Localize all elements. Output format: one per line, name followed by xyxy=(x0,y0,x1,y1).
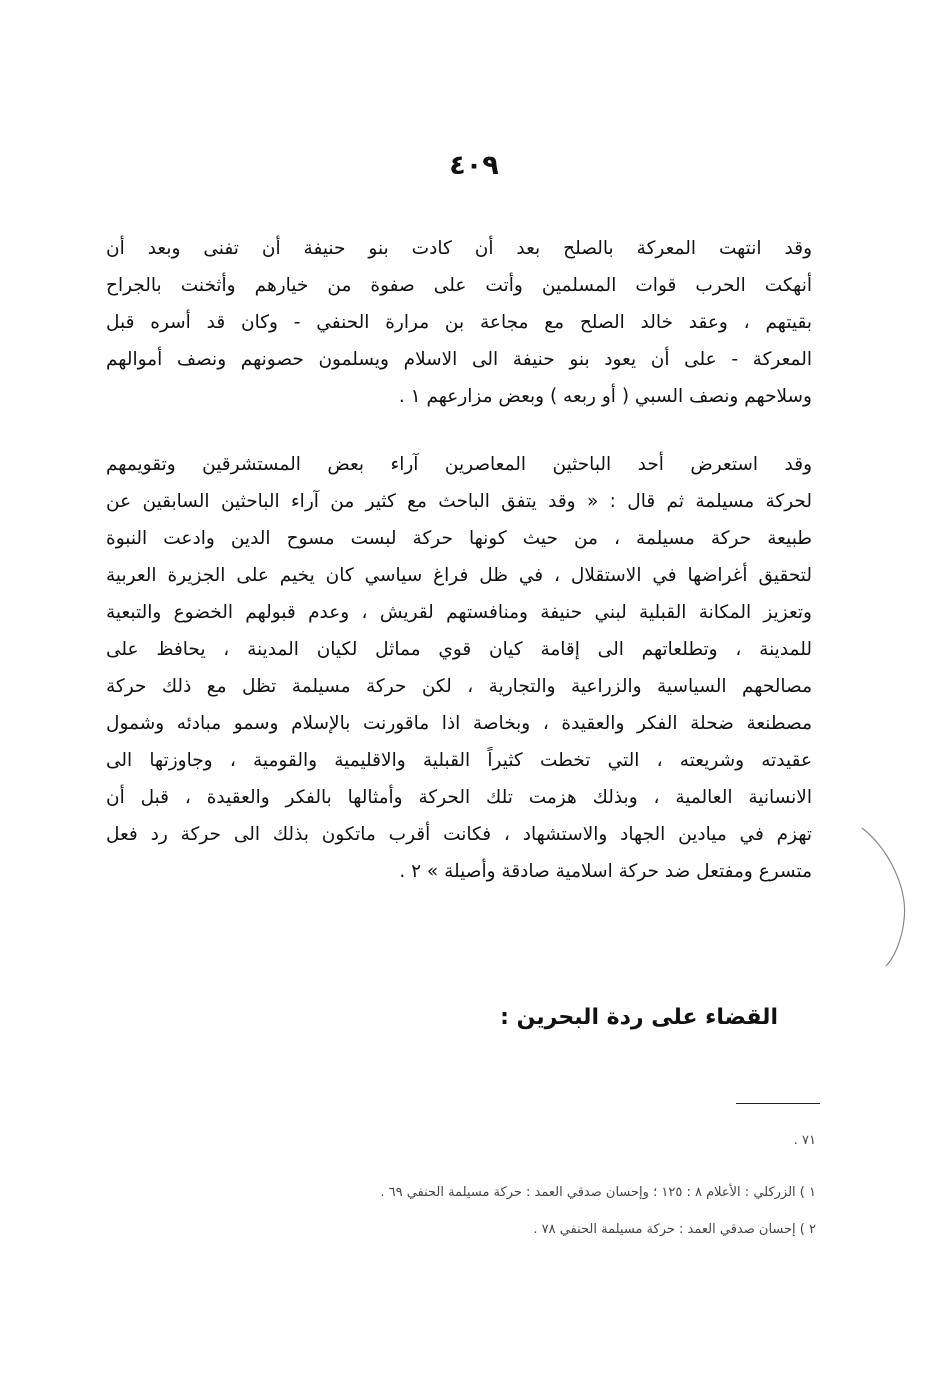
paragraph-1 xyxy=(106,230,812,415)
paragraph-2 xyxy=(106,446,812,890)
footnote-continuation: ٧١ . xyxy=(793,1133,816,1148)
paragraph-2-line: مصالحهم السياسية والزراعية والتجارية ، لكن حركة مسيلمة تظل مع ذلك حركة xyxy=(106,676,812,697)
margin-pencil-mark xyxy=(860,820,920,970)
paragraph-2-line: متسرع ومفتعل ضد حركة اسلامية صادقة وأصيلة » ٢ . xyxy=(399,861,812,882)
paragraph-2-line: وقد استعرض أحد الباحثين المعاصرين آراء بعض المستشرقين وتقويمهم xyxy=(106,454,812,475)
footnote-divider xyxy=(736,1103,820,1104)
paragraph-1-line: أنهكت الحرب قوات المسلمين وأتت على صفوة من خيارهم وأثخنت بالجراح xyxy=(106,275,812,296)
paragraph-1-line: بقيتهم ، وعقد خالد الصلح مع مجاعة بن مرارة الحنفي - وكان قد أسره قبل xyxy=(106,312,812,333)
paragraph-2-line: لحركة مسيلمة ثم قال : « وقد يتفق الباحث مع كثير من آراء الباحثين السابقين عن xyxy=(106,491,812,512)
paragraph-2-line: تهزم في ميادين الجهاد والاستشهاد ، فكانت أقرب ماتكون بذلك الى حركة رد فعل xyxy=(106,824,812,845)
paragraph-1-line: وسلاحهم ونصف السبي ( أو ربعه ) وبعض مزارعهم ١ . xyxy=(398,386,812,407)
footnote-2: ٢ ) إحسان صدقي العمد : حركة مسيلمة الحنفي ٧٨ . xyxy=(533,1222,816,1237)
paragraph-1-line: المعركة - على أن يعود بنو حنيفة الى الاسلام ويسلمون حصونهم ونصف أموالهم xyxy=(106,349,812,370)
footnote-1: ١ ) الزركلي : الأعلام ٨ : ١٢٥ ؛ وإحسان صدقي العمد : حركة مسيلمة الحنفي ٦٩ . xyxy=(380,1185,816,1200)
paragraph-2-line: طبيعة حركة مسيلمة ، من حيث كونها حركة لبست مسوح الدين وادعت النبوة xyxy=(106,528,812,549)
paragraph-2-line: الانسانية العالمية ، وبذلك هزمت تلك الحركة وأمثالها بالفكر والعقيدة ، قبل أن xyxy=(106,787,812,808)
paragraph-2-line: مصطنعة ضحلة الفكر والعقيدة ، وبخاصة اذا ماقورنت بالإسلام وسمو مبادئه وشمول xyxy=(106,713,812,734)
paragraph-2-line: عقيدته وشريعته ، التي تخطت كثيراً القبلية والاقليمية والقومية ، وجاوزتها الى xyxy=(106,750,812,771)
paragraph-2-line: للمدينة ، وتطلعاتهم الى إقامة كيان قوي مماثل لكيان المدينة ، يحافظ على xyxy=(106,639,812,660)
section-heading: القضاء على ردة البحرين : xyxy=(500,1005,778,1030)
paragraph-2-line: لتحقيق أغراضها في الاستقلال ، في ظل فراغ سياسي كان يخيم على الجزيرة العربية xyxy=(106,565,812,586)
page-number: ٤٠٩ xyxy=(449,150,499,181)
paragraph-2-line: وتعزيز المكانة القبلية لبني حنيفة ومنافستهم لقريش ، وعدم قبولهم الخضوع والتبعية xyxy=(106,602,812,623)
paragraph-1-line: وقد انتهت المعركة بالصلح بعد أن كادت بنو حنيفة أن تفنى وبعد أن xyxy=(106,238,812,259)
